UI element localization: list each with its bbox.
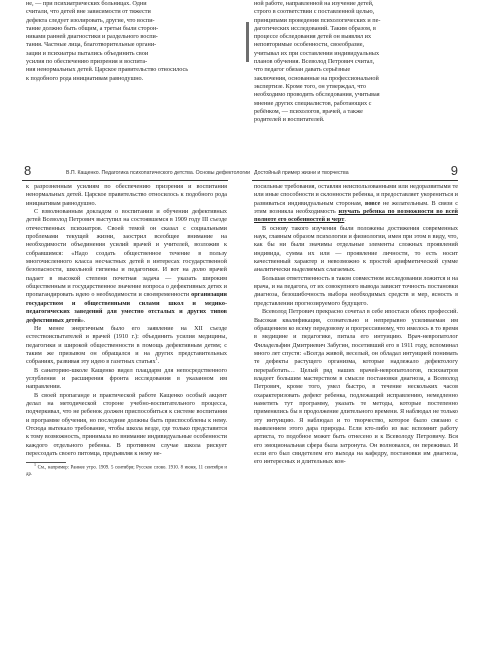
text-run: . bbox=[157, 358, 160, 366]
paragraph: В основу такого изучения были положены достижения современных наук, главным образом психологии и физиологии, имея при этом в виду, что, как бы ни были значимы отдельные элементы сложных проявлений индивида, сумма их или — проявление личности, то есть носит качественный характер и невозможно к простой арифметической сумме аналитически выделяемых слагаемых. bbox=[254, 224, 458, 274]
top-left-line: дефекта следует изолировать, другие, что воспи- bbox=[26, 16, 155, 24]
top-right-line: процессе обследования детей он выявлял их bbox=[254, 33, 372, 41]
top-right-line: экспертизе. Кроме того, он утверждал, что bbox=[254, 82, 367, 90]
top-left-line: ния ненормальных детей. Царское правительство относилось bbox=[26, 66, 189, 74]
top-left-line: никами ранней диагностики и раздельного воспи- bbox=[26, 33, 158, 41]
top-right-line: планов обучения. Всеволод Петрович считал, bbox=[254, 58, 375, 66]
top-right-line: заключения, основанные на профессиональной bbox=[254, 74, 379, 82]
paragraph: к разрозненным усилиям по обеспечению призрения и воспитания ненормальных детей. Царское правительство относилось к подобного рода инициативам равнодушно. bbox=[26, 183, 227, 207]
paragraph: В санаторию-школе Кащенко видел плацдарм для непосредственного углубления и расширения фронта исследования в указанном им направлении. bbox=[26, 366, 227, 391]
top-left-fragment bbox=[26, 0, 227, 83]
text-run: Не менее энергичным было его заявление на XII съезде естествоиспытателей и врачей (1910 г.): объединить усилия медицины, педагогики и широкой общественности в помощь дефективным детям; с таким же призывом он обращался и на других представительных собраниях, развивая эту идею в газетных статьях bbox=[26, 324, 227, 366]
top-left-line: не, — при психиатрических больницах. Одни bbox=[26, 0, 147, 7]
running-title-left: В.П. Кащенко. Педагогика психопатического детства. Основы дефектологии bbox=[66, 170, 251, 176]
paragraph bbox=[254, 183, 458, 225]
underlined-emphasis: изучать ребенка по возможности во всей полноте его особенностей и черт bbox=[254, 208, 458, 224]
text-run: С взволнованным докладом о воспитании и обучении дефективных детей Всеволод Петрович выступил на состоявшемся в 1909 году III съезде отечественных психиатров. Своей темой он сказал с социальными проблемами текущей жизни, заострил всеобщее внимание на необходимости объединения усилий врачей и учителей, возложив к собравшимся: «Надо создать общественное течение в пользу многочисленного класса несчастных детей в интересах государственной безопасности, школьной гигиены и педагогики. И вот на долю врачей падает в высокой степени почетная задача — указать широким общественным и государственное значение вопроса о дефективных детях и пропагандировать идею о необходимости и своевременности bbox=[26, 208, 227, 299]
text-run: ». bbox=[80, 316, 86, 324]
paragraph bbox=[26, 325, 227, 367]
right-page-body bbox=[254, 183, 458, 467]
text-run: . bbox=[344, 216, 346, 224]
footnote bbox=[26, 462, 227, 478]
top-right-line: что педагог обязан давать серьёзные bbox=[254, 66, 351, 74]
page-number-right: 9 bbox=[450, 163, 458, 178]
running-head-left bbox=[22, 163, 251, 181]
top-left-line: тание должно быть общим, а третьи были сторон- bbox=[26, 24, 159, 32]
bold-emphasis: организации государством и общественными силами школ и медико-педагогических заведений для уместно отсталых и других типов дефективных детей bbox=[26, 291, 227, 324]
text-run: посильные требования, оставляя неиспользованными или недоразвитыми те или иные способности и склонности ребенка, и предоставляет укорениться и развиваться индивидуальным сторонам, bbox=[254, 183, 458, 207]
left-page-body bbox=[26, 183, 227, 478]
top-right-line: неповторимые особенности, своеобразие, bbox=[254, 41, 365, 49]
top-left-line: усилия по обеспечению призрения и воспита- bbox=[26, 58, 148, 66]
bold-emphasis: вовсе bbox=[365, 199, 381, 207]
page-number-left: 8 bbox=[24, 163, 32, 178]
top-left-line: к подобного рода инициативам равнодушно. bbox=[26, 74, 144, 82]
top-left-line: тания. Частные лица, благотворительные органи- bbox=[26, 41, 157, 49]
top-right-line: необходимо проводить обследования, учитывая bbox=[254, 91, 380, 99]
top-right-line: мнение других специалистов, работающих с bbox=[254, 99, 372, 107]
edge-bar-right bbox=[246, 22, 249, 62]
top-right-line: дагогических исследований. Таким образом, в bbox=[254, 24, 376, 32]
top-right-line: принципами проведения психологических и пе- bbox=[254, 16, 381, 24]
top-right-line: строго в соответствии с поставленной целью, bbox=[254, 8, 375, 16]
top-right-line: родителей и воспитателей. bbox=[254, 116, 325, 124]
paragraph bbox=[26, 208, 227, 325]
paragraph: В своей пропаганде и практической работе Кащенко особый акцент делал на методической стороне учебно-воспитательного процесса, подчеркивал, что не ребенок должен приспособиться к системе воспитания и программе обучения, но последние должны быть приспособлены к нему. Отсюда вытекало требование, чтобы школа везде, где только представится к тому возможность, принимала во внимание индивидуальные особенности каждого отдельного ребенка. В противном случае школа рискует пересоздать своего питомца, предъявляя к нему не- bbox=[26, 391, 227, 457]
top-right-line: ребёнком, — психологов, врачей, а также bbox=[254, 107, 363, 115]
running-title-right: Достойный пример жизни и творчества bbox=[254, 170, 349, 176]
top-right-fragment bbox=[254, 0, 458, 124]
top-right-line: учитывал их при составлении индивидуальных bbox=[254, 49, 380, 57]
paragraph: Всеволод Петрович прекрасно сочетал в себе ипостаси обеих профессий. Высокая квалификация, сознательно и непрерывно усиливаемая им обращением ко всему передовому и прогрессивному, что имелось в то время в медицине и педагогике, питала его интуицию. Врач-невропатолог Филадельфин Дмитриевич Забугин, посетивший его в 1911 году, вспоминал много лет спустя: «Всегда живой, веселый, он обладал интуицией понимать те дефекты растущего организма, которые надлежало дефектологу переработать… Целый ряд наших врачей-невропатологов, психиатров владеет большим мастерством в смысле постановки диагноза, а Всеволод Петрович, кроме того, умел быстро, в течение нескольких часов охарактеризовать дефект ребенка, подлежащий исправлению, немедленно наметить тут программу, указать те методы, которые постепенно применялись бы в продолжение длительного времени. Я наблюдал не только эту интуицию. Я наблюдал и то творчество, которое было связано с выявлением этого дара природы. Если кто-либо из вас вспомнит работу артиста, то подобное может быть отнесено и к Всеволоду Петровичу. Вся его эмоциональная сфера была затронута. Он волновался, он переживал. И если его был свидетелем его выхода на кафедру, постановки им диагноза, его интересных и длительных кон- bbox=[254, 308, 458, 466]
top-right-line: ной работе, направленной на изучение детей, bbox=[254, 0, 374, 7]
footnote-rule bbox=[26, 462, 66, 463]
running-head-right bbox=[252, 163, 458, 181]
top-left-line: зации и психиатры пытались объединить свои bbox=[26, 49, 149, 57]
footnote-number: 1 bbox=[34, 462, 36, 468]
footnote-marker: 1 bbox=[155, 356, 158, 362]
text-run: не желательным. В связи с этим возникла необходимость bbox=[254, 199, 458, 216]
top-left-line: считали, что детей вне зависимости от тяжести bbox=[26, 8, 151, 16]
footnote-text: См., например: Раннее утро. 1909. 5 сентября; Русское слово. 1910. 8 июня, 11 сентября и др. bbox=[26, 465, 227, 478]
paragraph: Большая ответственность в таком совместном исследовании ложится и на врача, и на педагога, от их совокупного вывода зависит точность постановки диагноза, безошибочность выбора необходимых средств и мер, ясность в представлении прогнозируемого будущего. bbox=[254, 274, 458, 307]
